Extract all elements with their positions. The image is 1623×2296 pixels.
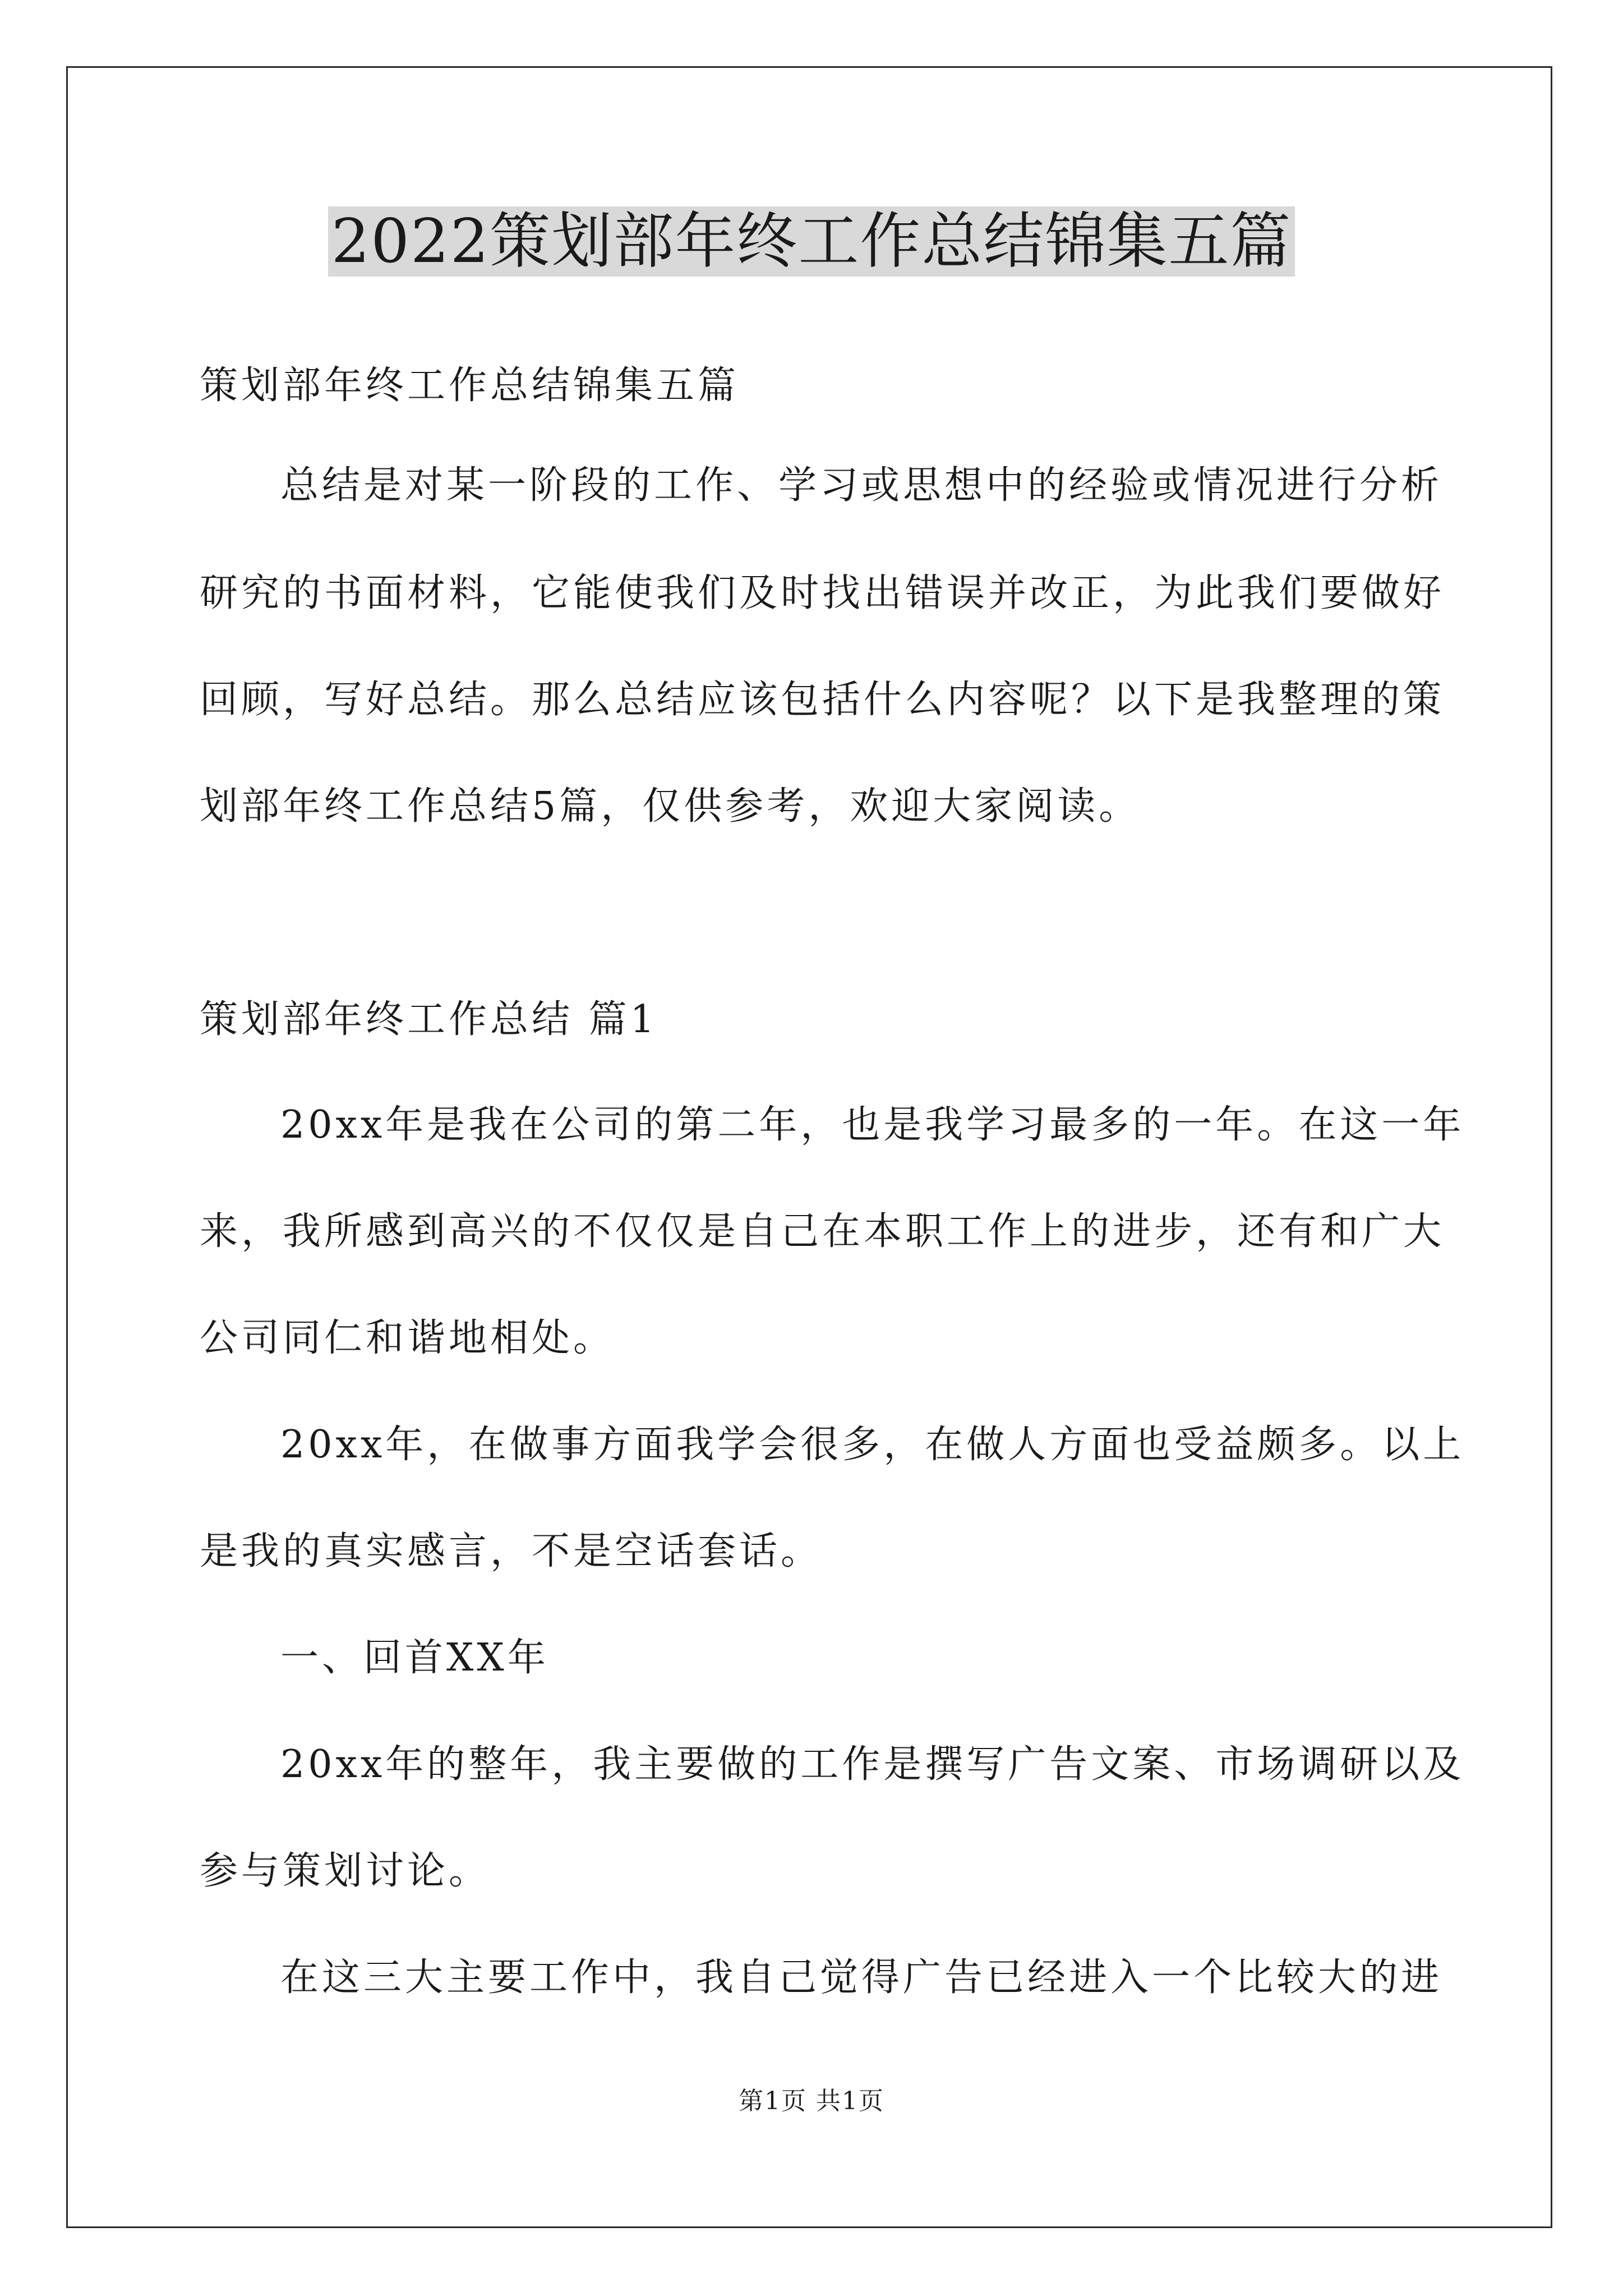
body-line: 20xx年的整年，我主要做的工作是撰写广告文案、市场调研以及	[280, 1742, 1465, 1787]
document-title-text: 2022策划部年终工作总结锦集五篇	[328, 206, 1295, 277]
body-line: 在这三大主要工作中，我自己觉得广告已经进入一个比较大的进	[280, 1955, 1443, 2000]
body-line: 20xx年，在做事方面我学会很多，在做人方面也受益颇多。以上	[280, 1423, 1465, 1467]
body-line: 来，我所感到高兴的不仅仅是自己在本职工作上的进步，还有和广大	[200, 1209, 1445, 1254]
body-line: 是我的真实感言，不是空话套话。	[200, 1529, 823, 1573]
document-title	[0, 200, 1623, 284]
body-line: 公司同仁和谐地相处。	[200, 1316, 615, 1360]
section-heading: 策划部年终工作总结 篇1	[200, 997, 658, 1042]
body-line: 一、回首XX年	[280, 1636, 549, 1680]
intro-line: 研究的书面材料，它能使我们及时找出错误并改正，为此我们要做好	[200, 571, 1445, 615]
document-subtitle: 策划部年终工作总结锦集五篇	[200, 364, 740, 408]
page-footer: 第1页 共1页	[739, 2087, 884, 2115]
body-line: 20xx年是我在公司的第二年，也是我学习最多的一年。在这一年	[280, 1103, 1465, 1147]
intro-line: 划部年终工作总结5篇，仅供参考，欢迎大家阅读。	[200, 784, 1141, 829]
intro-line: 总结是对某一阶段的工作、学习或思想中的经验或情况进行分析	[280, 463, 1443, 508]
intro-line: 回顾，写好总结。那么总结应该包括什么内容呢？以下是我整理的策	[200, 678, 1445, 722]
body-line: 参与策划讨论。	[200, 1849, 491, 1893]
